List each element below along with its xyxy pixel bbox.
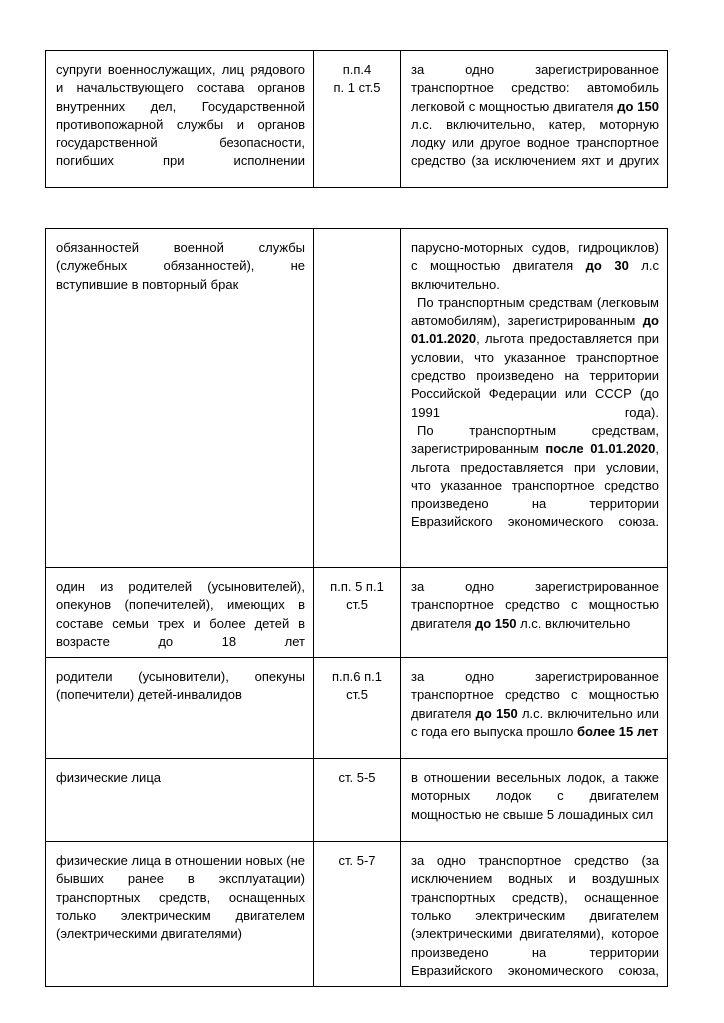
condition-part: , льгота предоставляется при условии, что указанное транспортное средство произведено на территории Евразийского экономического союза. — [411, 441, 659, 530]
condition-part: л.с включительно. — [411, 258, 659, 292]
condition-part: л.с. включительно или с года его выпуска прошло — [411, 705, 659, 740]
table-row — [46, 759, 668, 842]
condition-part: По транспортным средствам (легковым автомобилям), зарегистрированным — [411, 294, 659, 329]
condition-part: л.с. включительно — [516, 615, 631, 631]
condition-bold: после 01.01.2020 — [545, 441, 656, 457]
norm-text: п.п. 5 п.1 — [330, 579, 384, 594]
condition-cell — [401, 842, 668, 987]
condition-part: за одно зарегистрированное транспортное средство с мощностью двигателя — [411, 669, 659, 721]
condition-part: парусно-моторных судов, гидроциклов) с мощностью двигателя — [411, 240, 659, 274]
condition-text: за одно транспортное средство (за исключением водных и воздушных транспортных средств), оснащенное только электрическим двигателем (электрическими двигателями), которое произведено на территории Евразийского экономического союза, — [411, 853, 659, 978]
norm-text: ст.5 — [346, 687, 368, 703]
condition-text: в отношении весельных лодок, а также моторных лодок с двигателем мощностью не свыше 5 лошадиных сил — [411, 770, 659, 822]
norm-text: п. 1 ст.5 — [333, 80, 381, 96]
condition-paragraph — [411, 239, 659, 294]
norm-cell — [314, 658, 401, 759]
norm-text: п.п.4 — [342, 62, 372, 77]
norm-cell — [314, 51, 401, 188]
category-text: физические лица — [56, 770, 161, 786]
benefits-table-part1 — [45, 50, 668, 188]
table-row — [46, 229, 668, 568]
condition-part: л.с. включительно, катер, моторную лодку или другое водное транспортное средство (за исключением яхт и других — [411, 116, 659, 169]
category-text: физические лица в отношении новых (не бывших ранее в эксплуатации) транспортных средств, оснащенных только электрическим двигателем (электрическими двигателями) — [56, 853, 305, 942]
condition-bold: более 15 лет — [576, 724, 659, 740]
condition-cell — [401, 51, 668, 188]
condition-paragraph — [411, 422, 659, 532]
condition-text — [411, 668, 659, 741]
condition-part: за одно зарегистрированное транспортное средство: автомобиль легковой с мощностью двигателя — [411, 62, 659, 114]
table-row — [46, 658, 668, 759]
condition-text — [411, 61, 659, 171]
table-row — [46, 568, 668, 658]
table-row — [46, 51, 668, 188]
condition-part: за одно зарегистрированное транспортное средство с мощностью двигателя — [411, 579, 659, 631]
category-text: один из родителей (усыновителей), опекунов (попечителей), имеющих в составе семьи трех и более детей в возрасте до 18 лет — [56, 579, 305, 649]
condition-cell — [401, 568, 668, 658]
category-cell — [46, 842, 314, 987]
condition-bold: до 01.01.2020 — [411, 313, 659, 347]
condition-cell — [401, 229, 668, 568]
category-cell — [46, 658, 314, 759]
table-row — [46, 842, 668, 987]
condition-bold: до 150 — [617, 98, 659, 114]
condition-cell — [401, 759, 668, 842]
norm-text: ст.5 — [346, 597, 368, 613]
category-text: родители (усыновители), опекуны (попечители) детей-инвалидов — [56, 669, 305, 703]
condition-text — [411, 578, 659, 633]
category-cell — [46, 568, 314, 658]
condition-bold: до 150 — [475, 615, 517, 631]
norm-cell — [314, 759, 401, 842]
norm-text: п.п.6 п.1 — [331, 669, 383, 685]
norm-text: ст. 5-5 — [338, 770, 376, 786]
norm-cell — [314, 842, 401, 987]
condition-part: По транспортным средствам, зарегистрированным — [411, 422, 659, 457]
norm-text: ст. 5-7 — [338, 853, 376, 869]
category-cell — [46, 229, 314, 568]
condition-bold: до 30 — [585, 258, 629, 274]
condition-cell — [401, 658, 668, 759]
condition-part: , льгота предоставляется при условии, что указанное транспортное средство произведено на территории Российской Федерации или СССР (до 1991 года). — [411, 331, 659, 420]
condition-paragraph — [411, 294, 659, 422]
category-text: обязанностей военной службы (служебных обязанностей), не вступившие в повторный брак — [56, 240, 305, 292]
category-text: супруги военнослужащих, лиц рядового и начальствующего состава органов внутренних дел, Государственной противопожарной службы и органов государственной безопасности, погибших при исполнении — [56, 62, 305, 169]
norm-cell — [314, 568, 401, 658]
category-cell — [46, 51, 314, 188]
condition-bold: до 150 — [475, 705, 518, 721]
norm-cell — [314, 229, 401, 568]
benefits-table-part2 — [45, 228, 668, 987]
category-cell — [46, 759, 314, 842]
